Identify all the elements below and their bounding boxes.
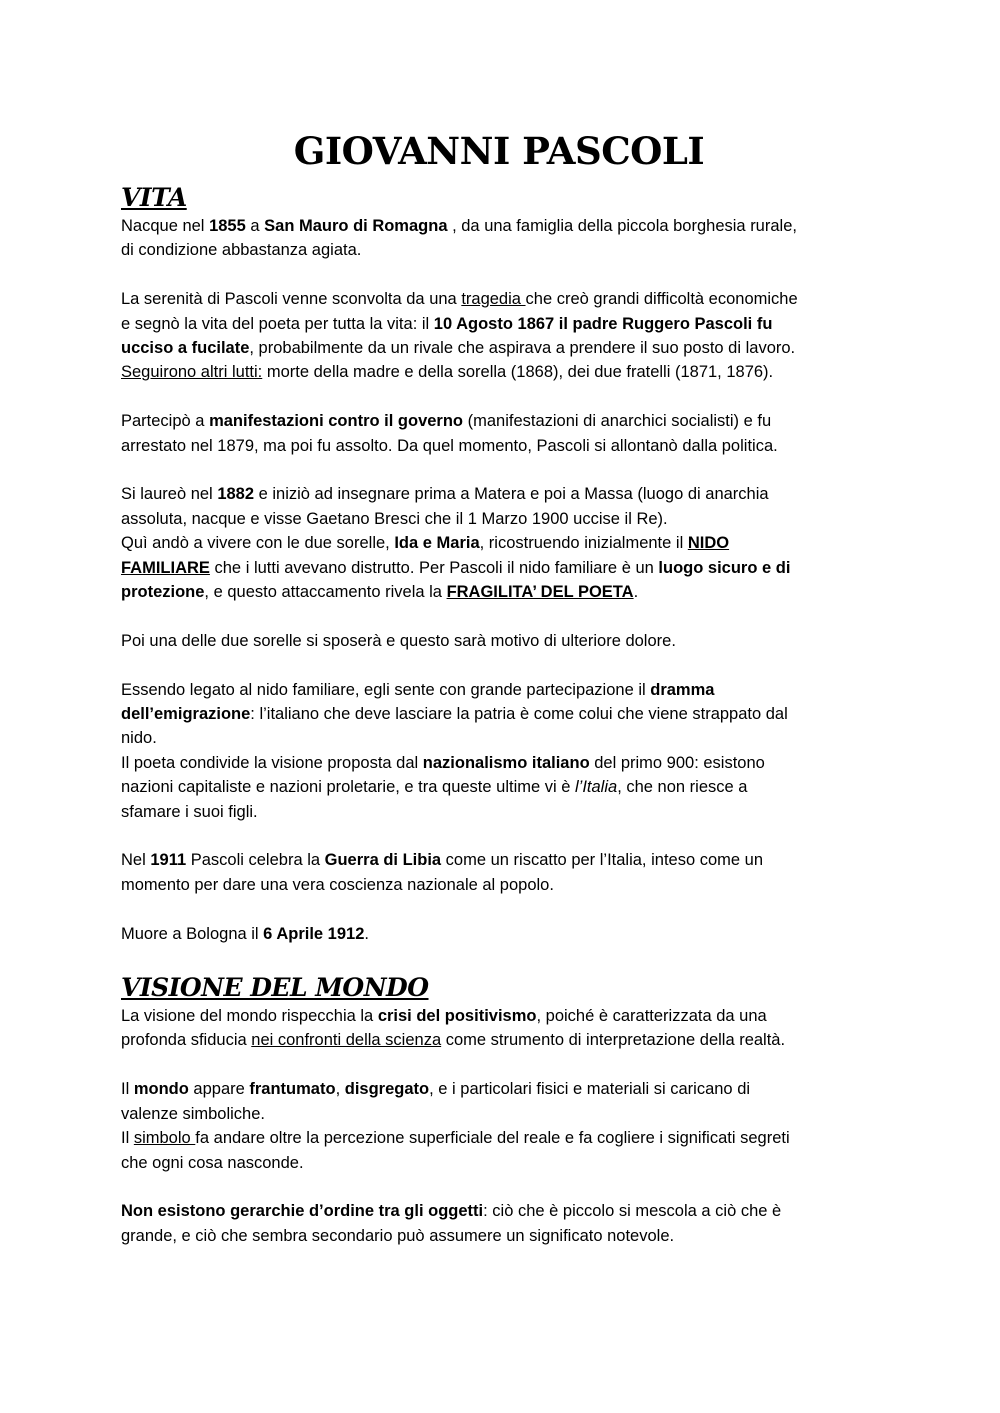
bold-text: Guerra di Libia	[324, 851, 442, 870]
text-line: La visione del mondo rispecchia la crisi del positivismo, poiché è caratterizzata da una	[121, 1007, 767, 1026]
bold-text: 1855	[209, 217, 246, 235]
bold-text: San Mauro di Romagna	[264, 217, 448, 235]
text-line: dell’emigrazione: l’italiano che deve lasciare la patria è come colui che viene strappato dal	[121, 705, 788, 724]
underlined-text: Seguirono altri lutti:	[121, 363, 263, 382]
bold-text: crisi del positivismo	[377, 1007, 537, 1026]
paragraph	[121, 409, 881, 458]
text-line: grande, e ciò che sembra secondario può assumere un significato notevole.	[121, 1226, 675, 1245]
document-title: GIOVANNI PASCOLI	[293, 129, 705, 173]
bold-text: disgregato	[344, 1080, 430, 1099]
text-line: ucciso a fucilate, probabilmente da un rivale che aspirava a prendere il suo posto di lavoro.	[121, 339, 796, 358]
paragraph	[121, 482, 881, 604]
text-line: Essendo legato al nido familiare, egli sente con grande partecipazione il dramma	[121, 680, 715, 699]
bold-text: protezione	[121, 583, 205, 602]
bold-text: 6 Aprile 1912	[263, 924, 365, 943]
paragraph	[121, 287, 881, 385]
paragraph	[121, 848, 881, 897]
paragraph	[121, 1199, 881, 1248]
text-line: nido.	[121, 729, 157, 748]
text-line: protezione, e questo attaccamento rivela la FRAGILITA’ DEL POETA.	[121, 583, 639, 602]
underlined-text: simbolo	[133, 1129, 196, 1148]
document-page	[121, 128, 881, 1248]
bold-text: ucciso a fucilate	[121, 339, 250, 358]
section-heading-visione-del-mondo: VISIONE DEL MONDO	[121, 973, 429, 1003]
italic-text: l’Italia	[575, 778, 618, 797]
text-line: Non esistono gerarchie d’ordine tra gli oggetti: ciò che è piccolo si mescola a ciò che è	[121, 1202, 782, 1221]
bold-underlined-text: FRAGILITA’ DEL POETA	[446, 583, 634, 602]
bold-text: frantumato	[249, 1080, 336, 1099]
text-line: assoluta, nacque e visse Gaetano Bresci che il 1 Marzo 1900 uccise il Re).	[121, 509, 668, 528]
text-line: di condizione abbastanza agiata.	[121, 241, 362, 260]
bold-text: 1911	[150, 851, 187, 870]
bold-text: dramma	[650, 680, 715, 699]
text-line: Il mondo appare frantumato, disgregato, e i particolari fisici e materiali si caricano di	[121, 1080, 751, 1099]
section-visione-del-mondo	[121, 1004, 881, 1248]
bold-text: 10 Agosto 1867 il padre Ruggero Pascoli fu	[433, 314, 773, 333]
bold-text: dell’emigrazione	[121, 705, 251, 724]
text-line: La serenità di Pascoli venne sconvolta da una tragedia che creò grandi difficoltà economiche	[121, 290, 798, 309]
text-line: Poi una delle due sorelle si sposerà e questo sarà motivo di ulteriore dolore.	[121, 631, 676, 650]
text-line: arrestato nel 1879, ma poi fu assolto. Da quel momento, Pascoli si allontanò dalla politica.	[121, 436, 778, 455]
paragraph	[121, 678, 881, 824]
bold-text: Ida e Maria	[394, 534, 480, 553]
text-line: Partecipò a manifestazioni contro il governo (manifestazioni di anarchici socialisti) e fu	[121, 412, 772, 431]
text-line: che ogni cosa nasconde.	[121, 1153, 304, 1172]
text-line: FAMILIARE che i lutti avevano distrutto. Per Pascoli il nido familiare è un luogo sicuro e di	[121, 558, 791, 577]
text-line: Il poeta condivide la visione proposta dal nazionalismo italiano del primo 900: esistono	[121, 753, 765, 772]
underlined-text: nei confronti della scienza	[251, 1031, 442, 1050]
section-heading-vita: VITA	[121, 183, 187, 212]
underlined-text: tragedia	[461, 290, 526, 309]
text-line: Il simbolo fa andare oltre la percezione superficiale del reale e fa cogliere i significati segreti	[121, 1129, 790, 1148]
text-line: Seguirono altri lutti: morte della madre e della sorella (1868), dei due fratelli (1871, 1876).	[121, 363, 774, 382]
bold-text: 1882	[217, 485, 255, 504]
bold-text: mondo	[133, 1080, 189, 1099]
bold-text: manifestazioni contro il governo	[209, 412, 464, 431]
section-vita	[121, 214, 881, 946]
text-line: sfamare i suoi figli.	[121, 802, 258, 821]
paragraph	[121, 1077, 881, 1175]
text-line: Nel 1911 Pascoli celebra la Guerra di Libia come un riscatto per l’Italia, inteso come un	[121, 851, 763, 870]
text-line: profonda sfiducia nei confronti della scienza come strumento di interpretazione della realtà.	[121, 1031, 786, 1050]
paragraph	[121, 214, 881, 263]
text-line: momento per dare una vera coscienza nazionale al popolo.	[121, 875, 554, 894]
text-line: e segnò la vita del poeta per tutta la vita: il 10 Agosto 1867 il padre Ruggero Pascoli fu	[121, 314, 773, 333]
text-line: Nacque nel 1855 a San Mauro di Romagna , da una famiglia della piccola borghesia rurale,	[121, 217, 797, 235]
text-line: Si laureò nel 1882 e iniziò ad insegnare prima a Matera e poi a Massa (luogo di anarchia	[121, 485, 769, 504]
text-line: valenze simboliche.	[121, 1104, 265, 1123]
bold-underlined-text: NIDO	[687, 534, 730, 553]
bold-text: Non esistono gerarchie d’ordine tra gli oggetti	[121, 1202, 484, 1221]
paragraph	[121, 629, 881, 653]
paragraph	[121, 922, 881, 946]
bold-text: luogo sicuro e di	[658, 558, 791, 577]
bold-text: nazionalismo italiano	[422, 753, 590, 772]
text-line: Quì andò a vivere con le due sorelle, Ida e Maria, ricostruendo inizialmente il NIDO	[121, 534, 730, 553]
paragraph	[121, 1004, 881, 1053]
bold-underlined-text: FAMILIARE	[121, 558, 210, 577]
text-line: nazioni capitaliste e nazioni proletarie, e tra queste ultime vi è l’Italia, che non riesce a	[121, 778, 748, 797]
text-line: Muore a Bologna il 6 Aprile 1912.	[121, 924, 369, 943]
